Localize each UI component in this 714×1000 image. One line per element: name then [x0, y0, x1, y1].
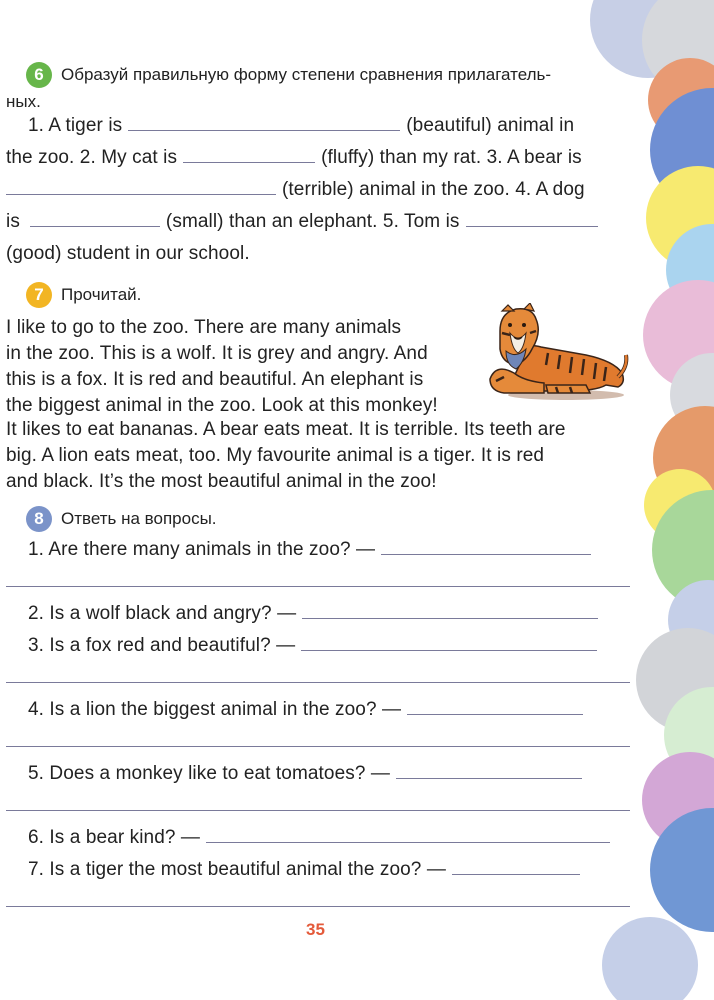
blank-3[interactable]: [6, 174, 276, 195]
question-7: 7. Is a tiger the most beautiful animal the zoo? —: [28, 854, 586, 886]
answer-4-blank[interactable]: [407, 694, 583, 715]
reading-line-6: big. A lion eats meat, too. My favourite animal is a tiger. It is red: [6, 445, 545, 466]
exercise-6-task-cont: ных.: [6, 92, 41, 111]
question-3: 3. Is a fox red and beautiful? —: [28, 630, 603, 662]
answer-7-blank[interactable]: [452, 854, 580, 875]
answer-1-blank[interactable]: [381, 534, 591, 555]
reading-line-1: I like to go to the zoo. There are many animals: [6, 317, 402, 338]
answer-2-blank[interactable]: [302, 598, 598, 619]
answer-line-4[interactable]: [6, 746, 630, 747]
reading-line-2: in the zoo. This is a wolf. It is grey and angry. And: [6, 343, 428, 364]
page-number: 35: [306, 920, 325, 939]
exercise-8-task: Ответь на вопросы.: [61, 509, 217, 528]
ex6-line-3: (terrible) animal in the zoo. 4. A dog: [6, 174, 585, 206]
exercise-6-badge: 6: [26, 62, 52, 88]
question-4: 4. Is a lion the biggest animal in the zoo? —: [28, 694, 589, 726]
reading-line-7: and black. It’s the most beautiful animal in the zoo!: [6, 471, 437, 492]
exercise-6-header: [26, 62, 551, 88]
question-6: 6. Is a bear kind? —: [28, 822, 616, 854]
ex6-line-5: (good) student in our school.: [6, 243, 250, 264]
ex6-line-2: the zoo. 2. My cat is (fluffy) than my rat. 3. A bear is: [6, 142, 582, 174]
exercise-6-task: Образуй правильную форму степени сравнения прилагатель-: [61, 65, 552, 84]
blank-4[interactable]: [30, 206, 160, 227]
exercise-7-header: [26, 282, 141, 308]
answer-5-blank[interactable]: [396, 758, 582, 779]
blank-5[interactable]: [466, 206, 598, 227]
ex6-line-1: 1. A tiger is (beautiful) animal in: [28, 110, 574, 142]
answer-line-5[interactable]: [6, 810, 630, 811]
question-5: 5. Does a monkey like to eat tomatoes? —: [28, 758, 588, 790]
answer-3-blank[interactable]: [301, 630, 597, 651]
answer-line-7[interactable]: [6, 906, 630, 907]
ex6-line-4: is (small) than an elephant. 5. Tom is: [6, 206, 604, 238]
exercise-7-task: Прочитай.: [61, 285, 142, 304]
blank-2[interactable]: [183, 142, 315, 163]
reading-line-5: It likes to eat bananas. A bear eats meat. It is terrible. Its teeth are: [6, 419, 566, 440]
blank-1[interactable]: [128, 110, 400, 131]
answer-6-blank[interactable]: [206, 822, 610, 843]
question-1: 1. Are there many animals in the zoo? —: [28, 534, 597, 566]
exercise-8-badge: 8: [26, 506, 52, 532]
reading-line-4: the biggest animal in the zoo. Look at this monkey!: [6, 395, 438, 416]
answer-line-3[interactable]: [6, 682, 630, 683]
answer-line-1[interactable]: [6, 586, 630, 587]
exercise-7-badge: 7: [26, 282, 52, 308]
question-2: 2. Is a wolf black and angry? —: [28, 598, 604, 630]
reading-line-3: this is a fox. It is red and beautiful. An elephant is: [6, 369, 424, 390]
exercise-8-header: [26, 506, 217, 532]
tiger-illustration: [486, 303, 630, 401]
